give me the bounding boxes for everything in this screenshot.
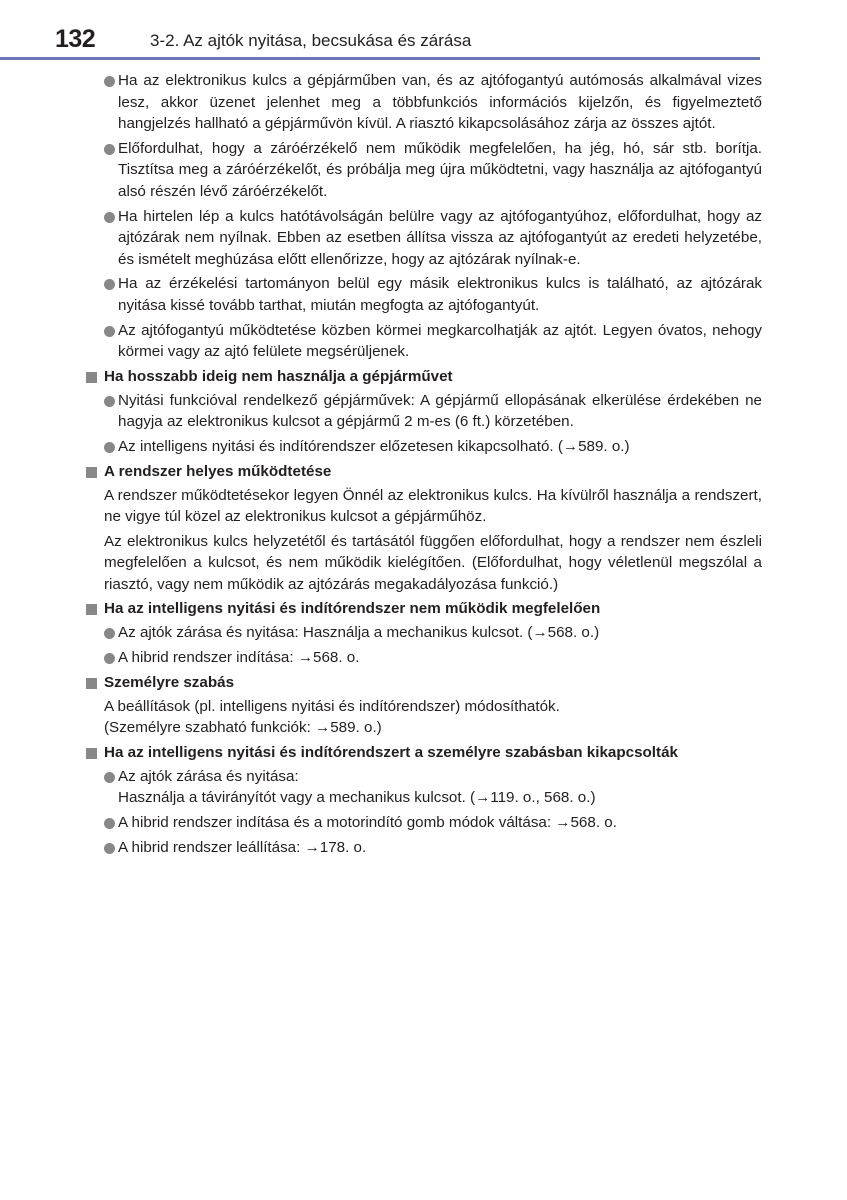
section-heading-text: Ha az intelligens nyitási és indítórendszert a személyre szabásban kikapcsolták xyxy=(104,743,678,761)
bullet-item xyxy=(86,138,762,203)
bullet-item xyxy=(86,812,762,834)
section-heading-text: Ha az intelligens nyitási és indítórendszer nem működik megfelelően xyxy=(104,600,601,618)
bullet-text: Ha hirtelen lép a kulcs hatótávolságán belülre vagy az ajtófogantyúhoz, előfordulhat, hogy az ajtózárak nem nyílnak. Ebben az esetben állítsa vissza az ajtófogantyút az eredeti helyzetébe, és ismételt meghúzása előtt ellenőrizze, hogy az ajtózárak nyílnak-e. xyxy=(118,207,762,268)
bullet-text: Előfordulhat, hogy a záróérzékelő nem működik megfelelően, ha jég, hó, sár stb. borítja. Tisztítsa meg a záróérzékelőt, és próbálja meg újra működtetni, vagy használja az ajtófogantyú alsó részén lévő záróérzékelőt. xyxy=(118,139,762,200)
section-heading xyxy=(86,598,762,620)
bullet-dot-icon xyxy=(104,818,115,829)
section-customization xyxy=(86,672,762,739)
section-heading xyxy=(86,366,762,388)
section-square-icon xyxy=(86,678,97,689)
bullet-dot-icon xyxy=(104,843,115,854)
bullet-text: A hibrid rendszer leállítása: →178. o. xyxy=(118,838,367,856)
bullet-item xyxy=(86,436,762,458)
bullet-item xyxy=(86,837,762,859)
section-correct-operation xyxy=(86,461,762,596)
bullet-text: A hibrid rendszer indítása: →568. o. xyxy=(118,649,360,667)
bullet-text: Nyitási funkcióval rendelkező gépjárművek: A gépjármű ellopásának elkerülése érdekében ne hagyja az elektronikus kulcsot a gépjármű 2 m-es (6 ft.) körzetében. xyxy=(118,391,762,431)
bullet-dot-icon xyxy=(104,76,115,87)
section-heading xyxy=(86,461,762,483)
section-disabled-by-customization xyxy=(86,742,762,858)
bullet-item xyxy=(86,320,762,363)
bullet-dot-icon xyxy=(104,396,115,407)
section-square-icon xyxy=(86,604,97,615)
section-paragraph: A rendszer működtetésekor legyen Önnél az elektronikus kulcs. Ha kívülről használja a rendszert, ne vigye túl közel az elektronikus kulcsot a gépjárműhöz. xyxy=(104,486,762,526)
bullet-dot-icon xyxy=(104,442,115,453)
chapter-title: 3-2. Az ajtók nyitása, becsukása és zárása xyxy=(150,31,472,50)
bullet-item xyxy=(86,70,762,135)
bullet-dot-icon xyxy=(104,279,115,290)
section-square-icon xyxy=(86,748,97,759)
page-number: 132 xyxy=(55,25,96,53)
bullet-dot-icon xyxy=(104,653,115,664)
bullet-item xyxy=(86,206,762,271)
bullet-item xyxy=(86,622,762,644)
bullet-text: Az ajtófogantyú működtetése közben körmei megkarcolhatják az ajtót. Legyen óvatos, nehogy körmei vagy az ajtó felülete megsérüljenek. xyxy=(118,321,762,361)
bullet-dot-icon xyxy=(104,628,115,639)
section-long-storage xyxy=(86,366,762,458)
section-paragraph: Az elektronikus kulcs helyzetétől és tartásától függően előfordulhat, hogy a rendszer nem észleli megfelelően a kulcsot, és nem működik kielégítően. (Előfordulhat, hogy véletlenül megszólal a riasztó, vagy nem működik az ajtózárás megakadályozása funkció.) xyxy=(104,532,762,593)
section-square-icon xyxy=(86,467,97,478)
section-heading xyxy=(86,672,762,694)
intro-bullet-list xyxy=(86,70,762,363)
section-heading-text: Személyre szabás xyxy=(104,673,235,691)
section-heading xyxy=(86,742,762,764)
bullet-item xyxy=(86,647,762,669)
bullet-dot-icon xyxy=(104,326,115,337)
bullet-item xyxy=(86,273,762,316)
header-rule xyxy=(0,57,760,60)
section-malfunction xyxy=(86,598,762,668)
section-heading-text: Ha hosszabb ideig nem használja a gépjárművet xyxy=(104,367,453,385)
bullet-dot-icon xyxy=(104,212,115,223)
page-content xyxy=(86,70,762,861)
bullet-text: Az ajtók zárása és nyitása: Használja a távirányítót vagy a mechanikus kulcsot. (→119. o., 568. o.) xyxy=(118,767,596,807)
bullet-text: Az ajtók zárása és nyitása: Használja a mechanikus kulcsot. (→568. o.) xyxy=(118,624,600,642)
bullet-text: Ha az érzékelési tartományon belül egy másik elektronikus kulcs is található, az ajtózárak nyitása kissé tovább tarthat, miután megfogta az ajtófogantyút. xyxy=(118,275,762,314)
section-square-icon xyxy=(86,372,97,383)
bullet-dot-icon xyxy=(104,144,115,155)
bullet-dot-icon xyxy=(104,772,115,783)
bullet-text: A hibrid rendszer indítása és a motorindító gomb módok váltása: →568. o. xyxy=(118,814,617,832)
section-paragraph: A beállítások (pl. intelligens nyitási és indítórendszer) módosíthatók. (Személyre szabható funkciók: →589. o.) xyxy=(104,697,560,737)
bullet-text: Ha az elektronikus kulcs a gépjárműben van, és az ajtófogantyú autómosás alkalmával vizes lesz, akkor üzenet jelenhet meg a többfunkciós információs kijelzőn, és figyelmeztető hangjelzés hallható a gépjárművön kívül. A riasztó kikapcsolásához zárja az összes ajtót. xyxy=(118,72,762,133)
bullet-item xyxy=(86,390,762,433)
bullet-item xyxy=(86,766,762,809)
section-heading-text: A rendszer helyes működtetése xyxy=(104,462,332,480)
bullet-text: Az intelligens nyitási és indítórendszer előzetesen kikapcsolható. (→589. o.) xyxy=(118,437,630,455)
